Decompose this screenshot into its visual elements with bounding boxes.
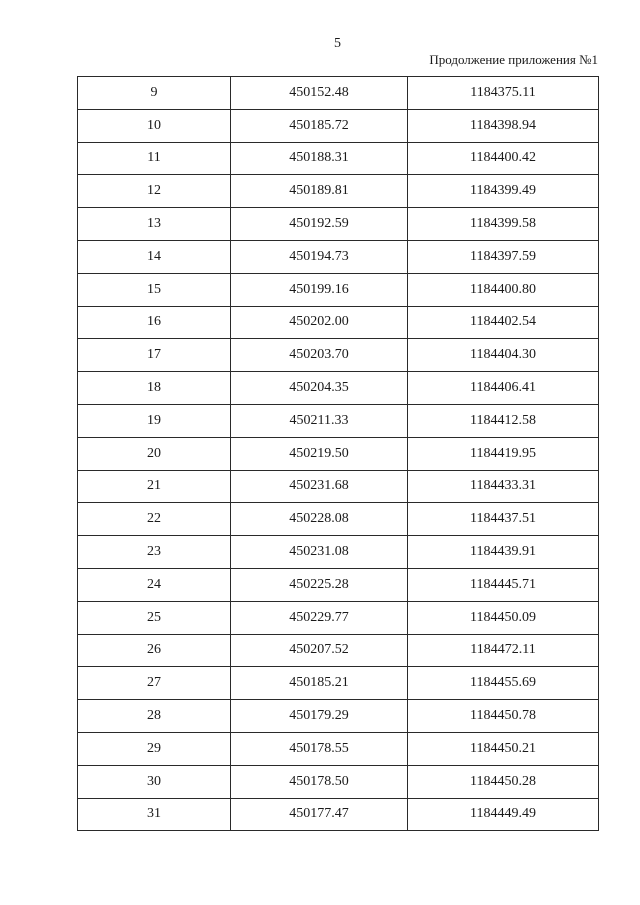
point-number-cell: 12 xyxy=(78,175,231,208)
point-number-cell: 10 xyxy=(78,109,231,142)
x-coordinate-cell: 450188.31 xyxy=(231,142,408,175)
x-coordinate-cell: 450189.81 xyxy=(231,175,408,208)
point-number-cell: 11 xyxy=(78,142,231,175)
table-row xyxy=(78,372,599,405)
table-row xyxy=(78,732,599,765)
page-number: 5 xyxy=(334,36,341,51)
x-coordinate-cell: 450152.48 xyxy=(231,77,408,110)
table-row xyxy=(78,700,599,733)
table-row xyxy=(78,175,599,208)
x-coordinate-cell: 450192.59 xyxy=(231,208,408,241)
point-number-cell: 31 xyxy=(78,798,231,831)
y-coordinate-cell: 1184455.69 xyxy=(408,667,599,700)
table-row xyxy=(78,765,599,798)
x-coordinate-cell: 450231.68 xyxy=(231,470,408,503)
point-number-cell: 29 xyxy=(78,732,231,765)
x-coordinate-cell: 450204.35 xyxy=(231,372,408,405)
table-row xyxy=(78,503,599,536)
y-coordinate-cell: 1184375.11 xyxy=(408,77,599,110)
point-number-cell: 17 xyxy=(78,339,231,372)
point-number-cell: 19 xyxy=(78,404,231,437)
table-row xyxy=(78,667,599,700)
y-coordinate-cell: 1184400.42 xyxy=(408,142,599,175)
x-coordinate-cell: 450178.55 xyxy=(231,732,408,765)
y-coordinate-cell: 1184449.49 xyxy=(408,798,599,831)
y-coordinate-cell: 1184433.31 xyxy=(408,470,599,503)
table-row xyxy=(78,109,599,142)
y-coordinate-cell: 1184404.30 xyxy=(408,339,599,372)
continuation-label: Продолжение приложения №1 xyxy=(429,52,598,67)
point-number-cell: 27 xyxy=(78,667,231,700)
x-coordinate-cell: 450185.21 xyxy=(231,667,408,700)
y-coordinate-cell: 1184406.41 xyxy=(408,372,599,405)
point-number-cell: 25 xyxy=(78,601,231,634)
x-coordinate-cell: 450225.28 xyxy=(231,568,408,601)
y-coordinate-cell: 1184450.28 xyxy=(408,765,599,798)
table-row xyxy=(78,634,599,667)
x-coordinate-cell: 450178.50 xyxy=(231,765,408,798)
table-row xyxy=(78,240,599,273)
x-coordinate-cell: 450185.72 xyxy=(231,109,408,142)
table-row xyxy=(78,208,599,241)
table-row xyxy=(78,404,599,437)
point-number-cell: 21 xyxy=(78,470,231,503)
x-coordinate-cell: 450231.08 xyxy=(231,536,408,569)
x-coordinate-cell: 450199.16 xyxy=(231,273,408,306)
point-number-cell: 20 xyxy=(78,437,231,470)
y-coordinate-cell: 1184399.58 xyxy=(408,208,599,241)
y-coordinate-cell: 1184398.94 xyxy=(408,109,599,142)
y-coordinate-cell: 1184450.09 xyxy=(408,601,599,634)
x-coordinate-cell: 450207.52 xyxy=(231,634,408,667)
table-row xyxy=(78,339,599,372)
x-coordinate-cell: 450228.08 xyxy=(231,503,408,536)
table-row xyxy=(78,142,599,175)
point-number-cell: 24 xyxy=(78,568,231,601)
table-row xyxy=(78,273,599,306)
y-coordinate-cell: 1184419.95 xyxy=(408,437,599,470)
x-coordinate-cell: 450202.00 xyxy=(231,306,408,339)
y-coordinate-cell: 1184439.91 xyxy=(408,536,599,569)
table-row xyxy=(78,601,599,634)
y-coordinate-cell: 1184402.54 xyxy=(408,306,599,339)
y-coordinate-cell: 1184450.21 xyxy=(408,732,599,765)
y-coordinate-cell: 1184400.80 xyxy=(408,273,599,306)
x-coordinate-cell: 450229.77 xyxy=(231,601,408,634)
point-number-cell: 26 xyxy=(78,634,231,667)
table-row xyxy=(78,306,599,339)
point-number-cell: 15 xyxy=(78,273,231,306)
x-coordinate-cell: 450194.73 xyxy=(231,240,408,273)
x-coordinate-cell: 450211.33 xyxy=(231,404,408,437)
table-row xyxy=(78,568,599,601)
point-number-cell: 18 xyxy=(78,372,231,405)
table-row xyxy=(78,437,599,470)
point-number-cell: 23 xyxy=(78,536,231,569)
y-coordinate-cell: 1184397.59 xyxy=(408,240,599,273)
x-coordinate-cell: 450219.50 xyxy=(231,437,408,470)
coordinates-table-body xyxy=(78,77,599,831)
y-coordinate-cell: 1184437.51 xyxy=(408,503,599,536)
y-coordinate-cell: 1184450.78 xyxy=(408,700,599,733)
point-number-cell: 13 xyxy=(78,208,231,241)
coordinates-table xyxy=(77,76,599,831)
table-row xyxy=(78,77,599,110)
table-row xyxy=(78,536,599,569)
point-number-cell: 22 xyxy=(78,503,231,536)
point-number-cell: 16 xyxy=(78,306,231,339)
table-row xyxy=(78,470,599,503)
y-coordinate-cell: 1184445.71 xyxy=(408,568,599,601)
table-row xyxy=(78,798,599,831)
y-coordinate-cell: 1184399.49 xyxy=(408,175,599,208)
x-coordinate-cell: 450177.47 xyxy=(231,798,408,831)
point-number-cell: 30 xyxy=(78,765,231,798)
point-number-cell: 9 xyxy=(78,77,231,110)
point-number-cell: 14 xyxy=(78,240,231,273)
y-coordinate-cell: 1184412.58 xyxy=(408,404,599,437)
point-number-cell: 28 xyxy=(78,700,231,733)
x-coordinate-cell: 450203.70 xyxy=(231,339,408,372)
x-coordinate-cell: 450179.29 xyxy=(231,700,408,733)
y-coordinate-cell: 1184472.11 xyxy=(408,634,599,667)
